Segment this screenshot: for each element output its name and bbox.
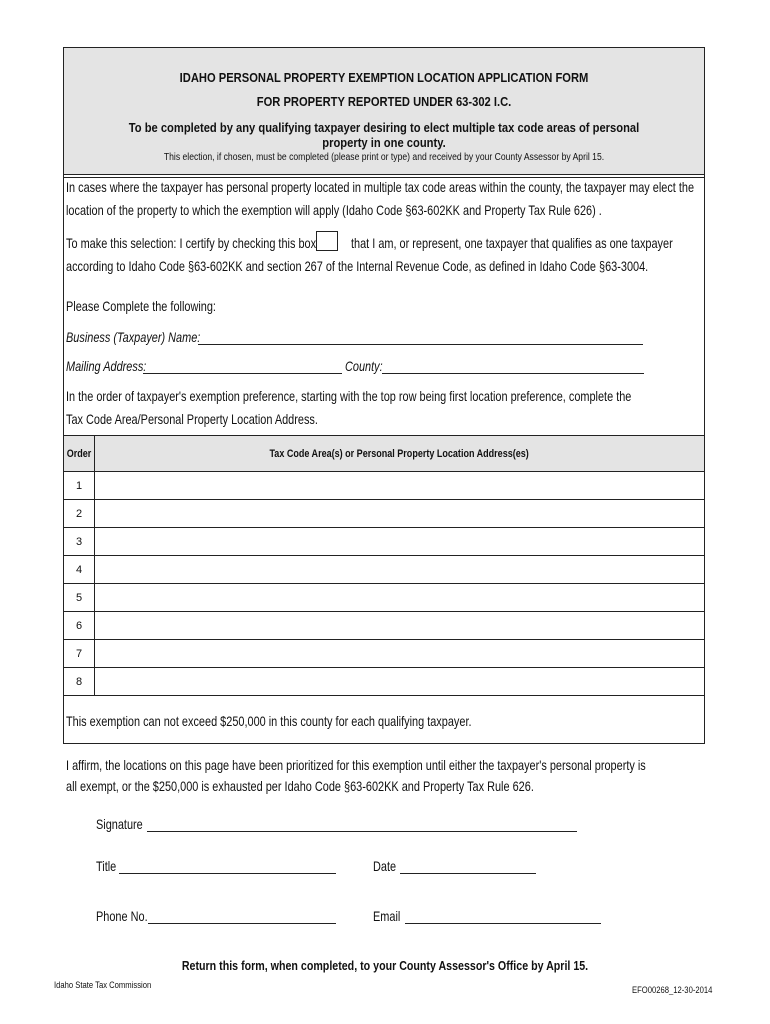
mailing-address-label: Mailing Address:	[66, 358, 147, 374]
table-row	[64, 668, 705, 696]
affirm-line1: I affirm, the locations on this page have been prioritized for this exemption until either the taxpayer's personal property is	[66, 757, 646, 773]
table-header-row	[64, 436, 705, 472]
order-number: 5	[64, 584, 95, 612]
order-number: 4	[64, 556, 95, 584]
order-number: 7	[64, 640, 95, 668]
address-column-header: Tax Code Area(s) or Personal Property Location Address(es)	[95, 436, 705, 472]
order-instructions-line2: Tax Code Area/Personal Property Location Address.	[66, 411, 318, 427]
agency-name: Idaho State Tax Commission	[54, 980, 152, 990]
order-number: 1	[64, 472, 95, 500]
return-instructions: Return this form, when completed, to your County Assessor's Office by April 15.	[181, 958, 589, 973]
table-row	[64, 472, 705, 500]
table-row	[64, 528, 705, 556]
date-label: Date	[373, 858, 397, 874]
order-column-header: Order	[64, 436, 95, 472]
county-label: County:	[345, 358, 383, 374]
intro-line1: In cases where the taxpayer has personal property located in multiple tax code areas within the county, the taxpayer may elect the	[66, 179, 695, 195]
order-instructions-line1: In the order of taxpayer's exemption preference, starting with the top row being first location preference, complete the	[66, 388, 632, 404]
certify-text-after: that I am, or represent, one taxpayer that qualifies as one taxpayer	[351, 235, 673, 251]
certify-line2: according to Idaho Code §63-602KK and section 267 of the Internal Revenue Code, as defined in Idaho Code §63-3004.	[66, 258, 649, 274]
phone-label: Phone No.	[96, 908, 148, 924]
order-number: 6	[64, 612, 95, 640]
address-cell[interactable]	[95, 528, 705, 556]
form-title-line2: FOR PROPERTY REPORTED UNDER 63-302 I.C.	[256, 94, 512, 109]
county-field[interactable]	[382, 373, 644, 374]
form-header	[64, 48, 704, 175]
email-label: Email	[373, 908, 401, 924]
address-cell[interactable]	[95, 584, 705, 612]
title-label: Title	[96, 858, 117, 874]
address-cell[interactable]	[95, 556, 705, 584]
address-cell[interactable]	[95, 612, 705, 640]
address-cell[interactable]	[95, 640, 705, 668]
table-row	[64, 584, 705, 612]
order-number: 2	[64, 500, 95, 528]
title-field[interactable]	[119, 873, 336, 874]
form-code: EFO00268_12-30-2014	[632, 985, 713, 995]
certify-text-before: To make this selection: I certify by checking this box	[66, 235, 317, 251]
please-complete-label: Please Complete the following:	[66, 298, 216, 314]
address-cell[interactable]	[95, 472, 705, 500]
address-cell[interactable]	[95, 668, 705, 696]
business-name-label: Business (Taxpayer) Name:	[66, 329, 201, 345]
order-number: 8	[64, 668, 95, 696]
table-row	[64, 640, 705, 668]
address-cell[interactable]	[95, 500, 705, 528]
certify-checkbox[interactable]	[316, 231, 338, 251]
location-table	[63, 435, 705, 696]
intro-line2: location of the property to which the exemption will apply (Idaho Code §63-602KK and Property Tax Rule 626) .	[66, 202, 602, 218]
order-number: 3	[64, 528, 95, 556]
signature-field[interactable]	[147, 831, 577, 832]
table-row	[64, 612, 705, 640]
email-field[interactable]	[405, 923, 601, 924]
form-title-line1: IDAHO PERSONAL PROPERTY EXEMPTION LOCATION APPLICATION FORM	[179, 70, 589, 85]
mailing-address-field[interactable]	[143, 373, 342, 374]
form-deadline-note: This election, if chosen, must be completed (please print or type) and received by your County Assessor by April 15.	[163, 152, 605, 163]
exemption-limit-text: This exemption can not exceed $250,000 in this county for each qualifying taxpayer.	[66, 713, 472, 729]
phone-field[interactable]	[148, 923, 336, 924]
affirm-line2: all exempt, or the $250,000 is exhausted per Idaho Code §63-602KK and Property Tax Rule 626.	[66, 778, 534, 794]
signature-label: Signature	[96, 816, 143, 832]
table-row	[64, 556, 705, 584]
business-name-field[interactable]	[198, 344, 643, 345]
table-row	[64, 500, 705, 528]
date-field[interactable]	[400, 873, 536, 874]
form-subtitle: To be completed by any qualifying taxpayer desiring to elect multiple tax code areas of personal property in one county.	[128, 120, 640, 150]
